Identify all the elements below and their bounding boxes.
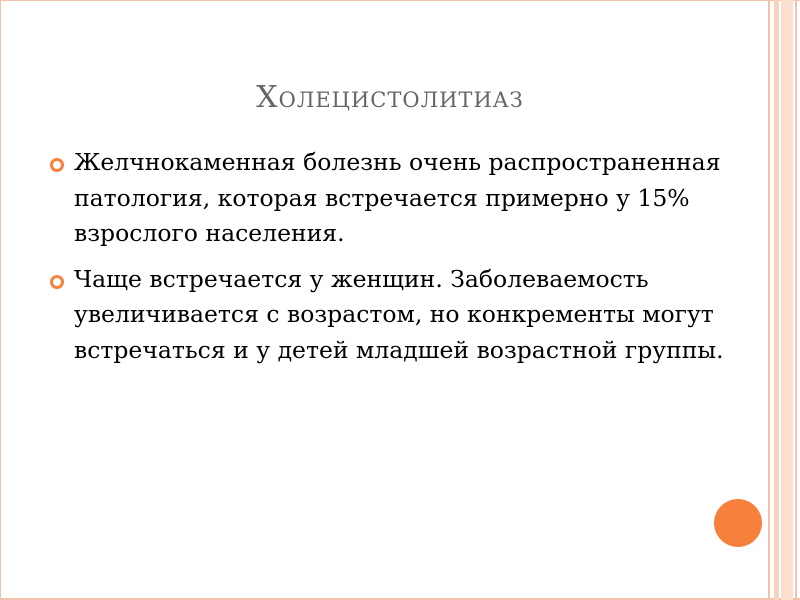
ring-bullet-icon — [50, 275, 64, 289]
decor-stripe-3 — [781, 0, 793, 600]
bullet-text: Чаще встречается у женщин. Заболеваемость увеличивается с возрастом, но конкременты могут встречаться и у детей младшей возрастной группы. — [74, 264, 724, 364]
ring-bullet-icon — [50, 158, 64, 172]
decor-stripe-4 — [795, 0, 797, 600]
circle-icon — [714, 499, 762, 547]
bullet-text: Желчнокаменная болезнь очень распространенная патология, которая встречается примерно у 15% взрослого населения. — [74, 148, 721, 247]
frame-top-border — [0, 0, 800, 1]
bullet-item — [50, 262, 740, 369]
slide-title: Холецистолитиаз — [256, 80, 524, 115]
bullet-list — [50, 145, 740, 378]
bullet-item — [50, 145, 740, 252]
